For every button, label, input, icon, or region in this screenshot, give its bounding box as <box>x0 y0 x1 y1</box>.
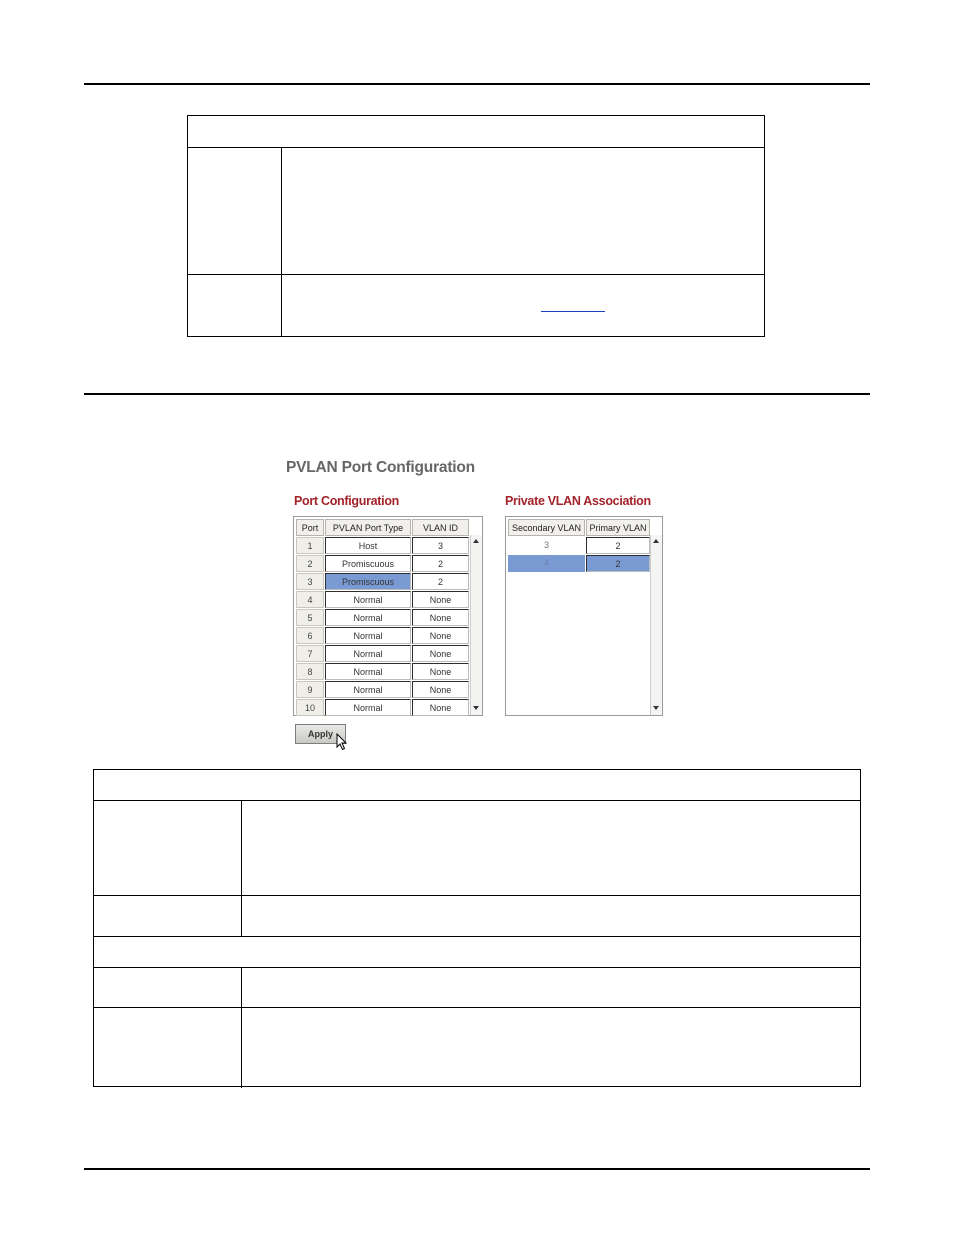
col-header-port: Port <box>296 519 324 536</box>
association-scrollbar[interactable] <box>650 535 662 715</box>
vlan-id-field[interactable]: 2 <box>412 573 469 590</box>
col-header-pvlan-type: PVLAN Port Type <box>325 519 411 536</box>
top-parameter-table <box>187 115 765 337</box>
vlan-id-field[interactable]: None <box>412 609 469 626</box>
primary-vlan-field[interactable]: 2 <box>586 537 650 554</box>
port-number-cell: 2 <box>296 555 324 572</box>
port-number-cell: 3 <box>296 573 324 590</box>
bottom-table-rule <box>94 936 860 937</box>
secondary-vlan-cell[interactable]: 3 <box>543 540 549 550</box>
scroll-down-arrow-icon[interactable] <box>653 706 659 710</box>
port-number-cell: 4 <box>296 591 324 608</box>
pvlan-port-config-title: PVLAN Port Configuration <box>286 459 475 476</box>
pvlan-port-type-select[interactable]: Normal <box>325 681 411 698</box>
footer-rule <box>84 1168 870 1170</box>
pvlan-port-type-select[interactable]: Normal <box>325 609 411 626</box>
pvlan-port-type-select[interactable]: Normal <box>325 645 411 662</box>
pvlan-port-type-select[interactable]: Promiscuous <box>325 555 411 572</box>
header-rule <box>84 83 870 85</box>
top-table-header <box>188 116 764 148</box>
scroll-up-arrow-icon[interactable] <box>653 539 659 543</box>
scroll-down-arrow-icon[interactable] <box>473 706 479 710</box>
apply-button[interactable]: Apply <box>295 724 346 744</box>
top-table-row <box>188 148 764 275</box>
bottom-table-rule <box>94 1007 860 1008</box>
pvlan-port-type-select[interactable]: Host <box>325 537 411 554</box>
col-header-secondary-vlan: Secondary VLAN <box>508 519 585 536</box>
port-number-cell: 9 <box>296 681 324 698</box>
mouse-pointer-icon <box>336 733 348 751</box>
cross-reference-link[interactable] <box>541 311 605 312</box>
port-number-cell: 7 <box>296 645 324 662</box>
bottom-parameter-table <box>93 769 861 1087</box>
vlan-id-field[interactable]: None <box>412 591 469 608</box>
pvlan-port-type-select[interactable]: Normal <box>325 699 411 716</box>
bottom-table-divider <box>241 800 242 936</box>
port-config-grid <box>293 516 483 716</box>
port-number-cell: 10 <box>296 699 324 716</box>
secondary-vlan-cell[interactable]: 4 <box>508 555 585 572</box>
vlan-id-field[interactable]: None <box>412 663 469 680</box>
bottom-table-rule <box>94 895 860 896</box>
port-config-scrollbar[interactable] <box>470 535 482 715</box>
primary-vlan-field[interactable]: 2 <box>586 555 650 572</box>
col-header-vlan-id: VLAN ID <box>412 519 469 536</box>
vlan-id-field[interactable]: None <box>412 627 469 644</box>
port-config-title: Port Configuration <box>294 494 400 508</box>
pvlan-port-type-select[interactable]: Normal <box>325 663 411 680</box>
pvlan-association-title: Private VLAN Association <box>505 494 651 508</box>
pvlan-port-type-select[interactable]: Normal <box>325 627 411 644</box>
pvlan-port-type-select[interactable]: Promiscuous <box>325 573 411 590</box>
top-table-divider <box>281 148 282 336</box>
section-rule <box>84 393 870 395</box>
bottom-table-rule <box>94 800 860 801</box>
pvlan-port-type-select[interactable]: Normal <box>325 591 411 608</box>
port-number-cell: 1 <box>296 537 324 554</box>
col-header-primary-vlan: Primary VLAN <box>586 519 650 536</box>
vlan-id-field[interactable]: 2 <box>412 555 469 572</box>
port-number-cell: 8 <box>296 663 324 680</box>
vlan-id-field[interactable]: 3 <box>412 537 469 554</box>
scroll-up-arrow-icon[interactable] <box>473 539 479 543</box>
vlan-id-field[interactable]: None <box>412 681 469 698</box>
vlan-id-field[interactable]: None <box>412 699 469 716</box>
vlan-id-field[interactable]: None <box>412 645 469 662</box>
bottom-table-rule <box>94 967 860 968</box>
pvlan-association-grid <box>505 516 663 716</box>
port-number-cell: 5 <box>296 609 324 626</box>
port-number-cell: 6 <box>296 627 324 644</box>
bottom-table-divider <box>241 967 242 1088</box>
